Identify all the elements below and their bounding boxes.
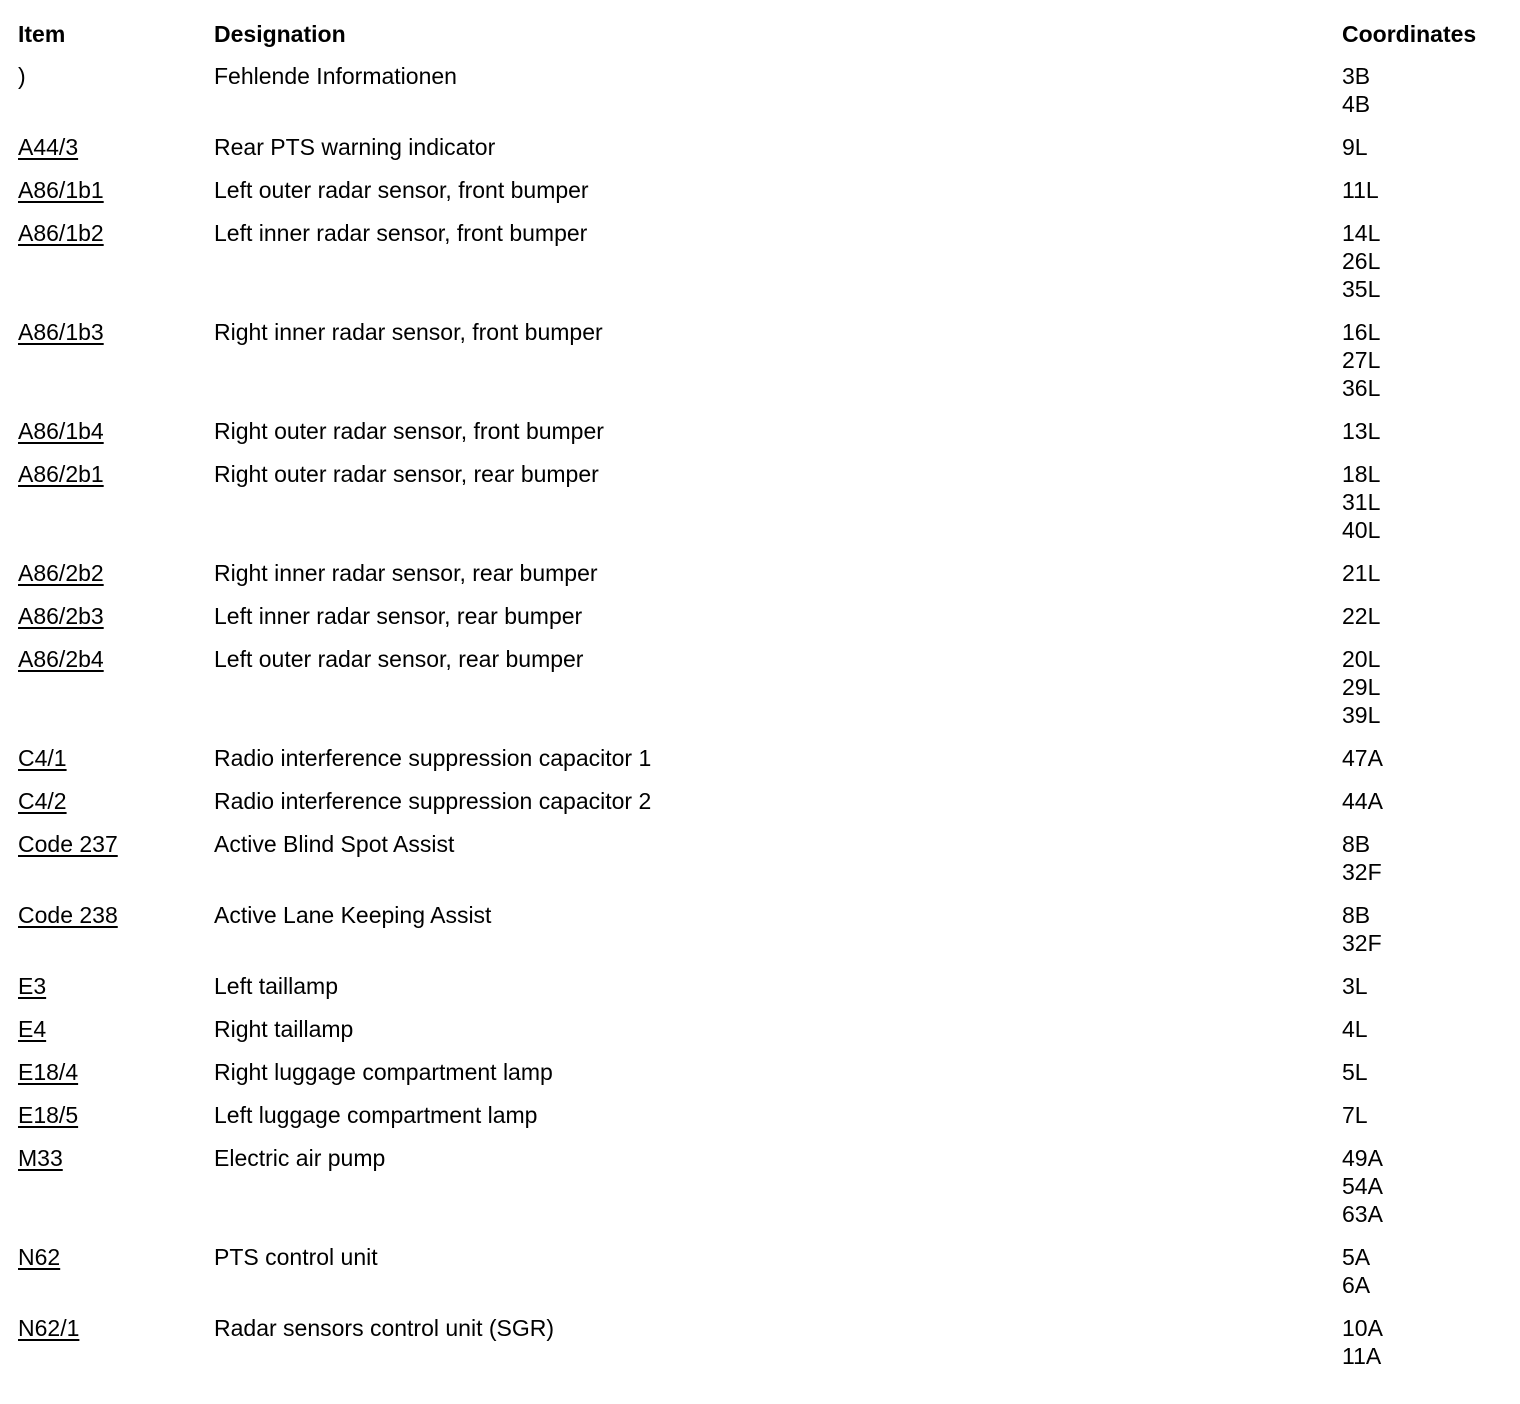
item-link[interactable]: A86/2b3 — [18, 603, 104, 629]
item-link[interactable]: Code 238 — [18, 902, 118, 928]
coordinates-cell — [1342, 1101, 1508, 1144]
coordinates-cell — [1342, 830, 1508, 901]
designation-cell: Radio interference suppression capacitor 1 — [214, 745, 652, 771]
table-row — [18, 1015, 1508, 1058]
designation-cell: Rear PTS warning indicator — [214, 134, 496, 160]
coordinate-value: 4B — [1342, 91, 1371, 117]
coordinate-value: 4L — [1342, 1016, 1368, 1042]
table-row — [18, 176, 1508, 219]
designation-cell: Right outer radar sensor, front bumper — [214, 418, 604, 444]
coordinate-value: 6A — [1342, 1272, 1371, 1298]
item-label: ) — [18, 63, 26, 89]
header-item: Item — [18, 21, 66, 47]
component-legend-table — [18, 20, 1508, 1385]
item-cell — [18, 318, 214, 417]
coordinates-cell — [1342, 417, 1508, 460]
coordinates-cell — [1342, 62, 1508, 133]
table-row — [18, 1243, 1508, 1314]
coordinates-cell — [1342, 460, 1508, 559]
designation-cell: Left luggage compartment lamp — [214, 1102, 538, 1128]
item-link[interactable]: C4/1 — [18, 745, 67, 771]
item-link[interactable]: A86/2b1 — [18, 461, 104, 487]
table-row — [18, 972, 1508, 1015]
designation-cell: Radar sensors control unit (SGR) — [214, 1315, 555, 1341]
coordinates-cell — [1342, 744, 1508, 787]
coordinate-value: 7L — [1342, 1102, 1368, 1128]
coordinate-value: 16L — [1342, 319, 1381, 345]
coordinate-value: 14L — [1342, 220, 1381, 246]
coordinate-value: 35L — [1342, 276, 1381, 302]
item-link[interactable]: A86/1b3 — [18, 319, 104, 345]
designation-cell: Active Lane Keeping Assist — [214, 902, 492, 928]
table-row — [18, 1314, 1508, 1385]
table-row — [18, 318, 1508, 417]
table-row — [18, 219, 1508, 318]
coordinate-value: 49A — [1342, 1145, 1383, 1171]
coordinate-value: 47A — [1342, 745, 1383, 771]
item-cell — [18, 460, 214, 559]
designation-cell: Left taillamp — [214, 973, 339, 999]
coordinates-cell — [1342, 1144, 1508, 1243]
item-link[interactable]: N62/1 — [18, 1315, 80, 1341]
item-link[interactable]: A86/2b2 — [18, 560, 104, 586]
item-link[interactable]: N62 — [18, 1244, 61, 1270]
designation-cell: Right outer radar sensor, rear bumper — [214, 461, 599, 487]
coordinate-value: 8B — [1342, 902, 1371, 928]
coordinates-cell — [1342, 1015, 1508, 1058]
coordinate-value: 8B — [1342, 831, 1371, 857]
coordinate-value: 3L — [1342, 973, 1368, 999]
coordinates-cell — [1342, 901, 1508, 972]
item-link[interactable]: A86/1b2 — [18, 220, 104, 246]
table-row — [18, 62, 1508, 133]
coordinate-value: 36L — [1342, 375, 1381, 401]
coordinate-value: 3B — [1342, 63, 1371, 89]
designation-cell: Fehlende Informationen — [214, 63, 457, 89]
table-row — [18, 133, 1508, 176]
coordinates-cell — [1342, 1058, 1508, 1101]
coordinate-value: 32F — [1342, 859, 1382, 885]
table-row — [18, 1058, 1508, 1101]
table-row — [18, 1101, 1508, 1144]
item-cell — [18, 1058, 214, 1101]
item-cell — [18, 1144, 214, 1243]
designation-cell: Left inner radar sensor, rear bumper — [214, 603, 583, 629]
coordinates-cell — [1342, 645, 1508, 744]
item-link[interactable]: A86/1b1 — [18, 177, 104, 203]
item-cell — [18, 62, 214, 133]
item-link[interactable]: A44/3 — [18, 134, 79, 160]
item-cell — [18, 787, 214, 830]
coordinate-value: 39L — [1342, 702, 1381, 728]
coordinate-value: 22L — [1342, 603, 1381, 629]
header-coordinates: Coordinates — [1342, 21, 1477, 47]
table-row — [18, 830, 1508, 901]
designation-cell: Left outer radar sensor, rear bumper — [214, 646, 584, 672]
coordinate-value: 29L — [1342, 674, 1381, 700]
table-row — [18, 460, 1508, 559]
designation-cell: Right taillamp — [214, 1016, 354, 1042]
designation-cell: Right inner radar sensor, front bumper — [214, 319, 603, 345]
item-link[interactable]: E18/4 — [18, 1059, 79, 1085]
coordinates-cell — [1342, 318, 1508, 417]
table-row — [18, 744, 1508, 787]
item-cell — [18, 133, 214, 176]
coordinates-cell — [1342, 787, 1508, 830]
coordinates-cell — [1342, 1314, 1508, 1385]
designation-cell: Radio interference suppression capacitor 2 — [214, 788, 652, 814]
coordinate-value: 27L — [1342, 347, 1381, 373]
designation-cell: Right inner radar sensor, rear bumper — [214, 560, 598, 586]
item-cell — [18, 1243, 214, 1314]
item-link[interactable]: A86/2b4 — [18, 646, 104, 672]
item-cell — [18, 219, 214, 318]
item-link[interactable]: C4/2 — [18, 788, 67, 814]
coordinate-value: 26L — [1342, 248, 1381, 274]
item-cell — [18, 176, 214, 219]
table-row — [18, 602, 1508, 645]
coordinate-value: 31L — [1342, 489, 1381, 515]
designation-cell: Right luggage compartment lamp — [214, 1059, 553, 1085]
item-cell — [18, 645, 214, 744]
table-row — [18, 559, 1508, 602]
item-cell — [18, 602, 214, 645]
coordinates-cell — [1342, 176, 1508, 219]
header-designation: Designation — [214, 21, 346, 47]
item-link[interactable]: E4 — [18, 1016, 47, 1042]
item-link[interactable]: M33 — [18, 1145, 63, 1171]
coordinate-value: 11L — [1342, 177, 1379, 203]
item-cell — [18, 559, 214, 602]
coordinates-cell — [1342, 219, 1508, 318]
designation-cell: PTS control unit — [214, 1244, 378, 1270]
designation-cell: Left outer radar sensor, front bumper — [214, 177, 589, 203]
legend-body — [18, 62, 1508, 1385]
item-link[interactable]: Code 237 — [18, 831, 118, 857]
coordinates-cell — [1342, 972, 1508, 1015]
coordinate-value: 5A — [1342, 1244, 1371, 1270]
coordinate-value: 44A — [1342, 788, 1383, 814]
item-cell — [18, 901, 214, 972]
coordinates-cell — [1342, 1243, 1508, 1314]
coordinates-cell — [1342, 133, 1508, 176]
coordinate-value: 63A — [1342, 1201, 1383, 1227]
coordinate-value: 9L — [1342, 134, 1368, 160]
item-cell — [18, 744, 214, 787]
table-row — [18, 417, 1508, 460]
coordinate-value: 10A — [1342, 1315, 1383, 1341]
header-row — [18, 20, 1508, 62]
coordinate-value: 11A — [1342, 1343, 1382, 1369]
table-row — [18, 1144, 1508, 1243]
designation-cell: Electric air pump — [214, 1145, 386, 1171]
coordinate-value: 54A — [1342, 1173, 1383, 1199]
item-cell — [18, 1314, 214, 1385]
item-cell — [18, 1101, 214, 1144]
coordinate-value: 40L — [1342, 517, 1381, 543]
coordinate-value: 20L — [1342, 646, 1381, 672]
item-link[interactable]: E3 — [18, 973, 47, 999]
coordinates-cell — [1342, 602, 1508, 645]
designation-cell: Active Blind Spot Assist — [214, 831, 455, 857]
table-row — [18, 645, 1508, 744]
coordinates-cell — [1342, 559, 1508, 602]
coordinate-value: 32F — [1342, 930, 1382, 956]
item-cell — [18, 830, 214, 901]
coordinate-value: 21L — [1342, 560, 1381, 586]
coordinate-value: 18L — [1342, 461, 1381, 487]
coordinate-value: 5L — [1342, 1059, 1368, 1085]
item-cell — [18, 972, 214, 1015]
designation-cell: Left inner radar sensor, front bumper — [214, 220, 588, 246]
item-link[interactable]: A86/1b4 — [18, 418, 104, 444]
item-cell — [18, 1015, 214, 1058]
coordinate-value: 13L — [1342, 418, 1381, 444]
item-link[interactable]: E18/5 — [18, 1102, 79, 1128]
item-cell — [18, 417, 214, 460]
table-row — [18, 901, 1508, 972]
table-row — [18, 787, 1508, 830]
